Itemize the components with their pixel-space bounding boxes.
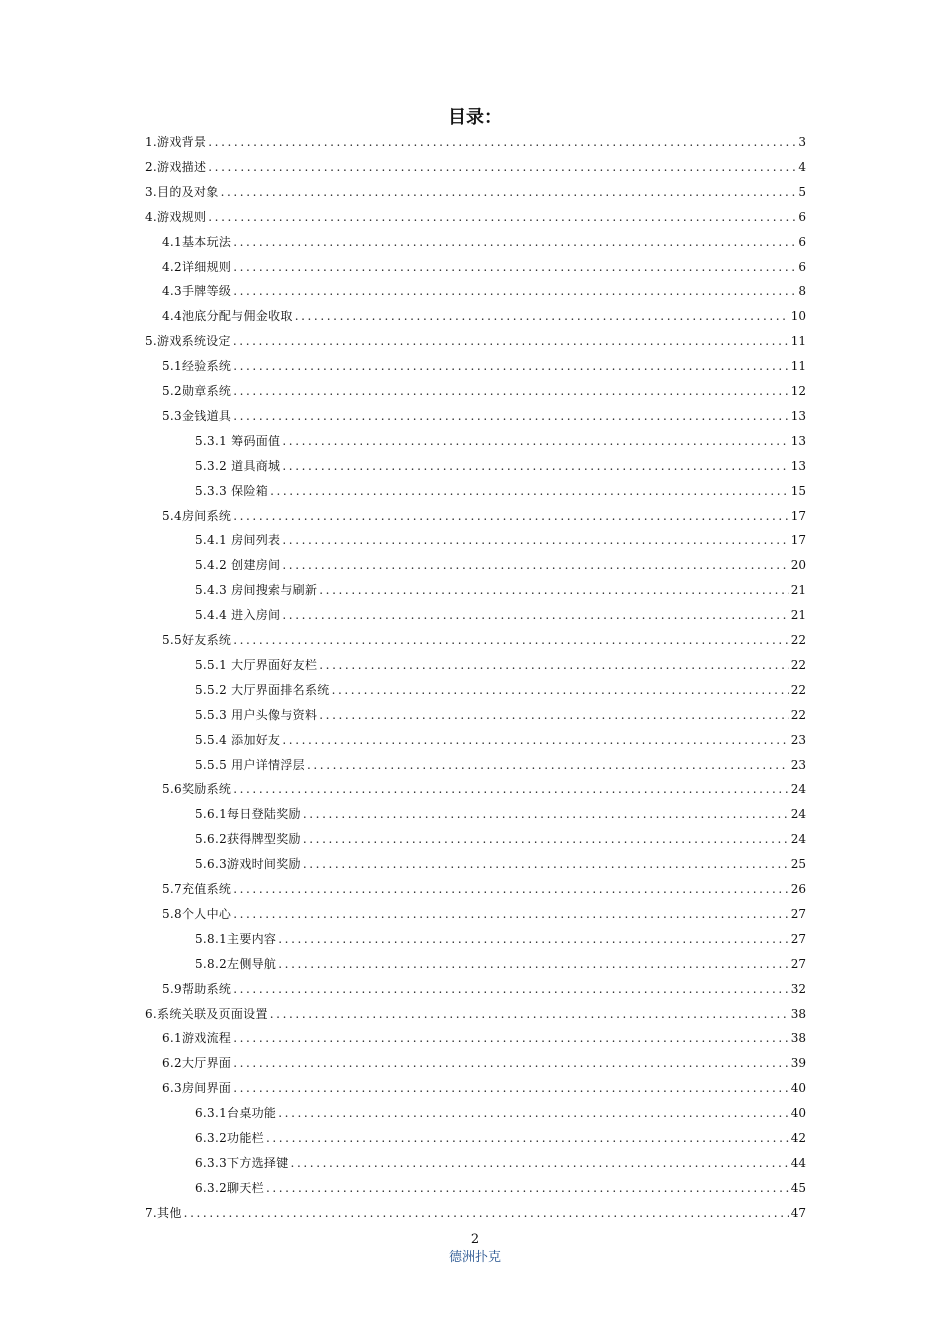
toc-entry-page: 11 (790, 334, 806, 348)
toc-entry-label: 4.3手牌等级 (162, 284, 232, 298)
toc-entry-label: 5.4.3 房间搜索与刷新 (195, 583, 318, 597)
toc-entry[interactable] (195, 1152, 806, 1174)
toc-entry-page: 27 (790, 932, 806, 946)
toc-entry-page: 27 (790, 907, 806, 921)
toc-entry-label: 6.3.2聊天栏 (195, 1181, 264, 1195)
toc-entry-page: 27 (790, 957, 806, 971)
toc-entry-page: 17 (790, 509, 806, 523)
toc-entry-label: 4.2详细规则 (162, 260, 232, 274)
toc-dot-leader (208, 156, 796, 178)
toc-dot-leader (233, 903, 789, 925)
toc-entry-label: 5.5.4 添加好友 (195, 733, 281, 747)
toc-entry-page: 47 (790, 1206, 806, 1220)
toc-entry-page: 15 (790, 484, 806, 498)
toc-entry-label: 5.6.3游戏时间奖励 (195, 857, 301, 871)
toc-dot-leader (233, 231, 796, 253)
toc-entry-label: 6.3.1台桌功能 (195, 1106, 277, 1120)
toc-entry-page: 42 (790, 1131, 806, 1145)
toc-dot-leader (295, 305, 789, 327)
toc-entry[interactable] (162, 1077, 806, 1099)
toc-entry[interactable] (162, 1052, 806, 1074)
toc-entry-page: 6 (798, 210, 806, 224)
toc-dot-leader (332, 679, 789, 701)
toc-entry-page: 24 (790, 832, 806, 846)
toc-dot-leader (282, 529, 788, 551)
toc-dot-leader (208, 206, 796, 228)
toc-entry[interactable] (145, 330, 806, 352)
toc-entry[interactable] (195, 480, 806, 502)
toc-entry-label: 5.4房间系统 (162, 509, 232, 523)
toc-entry-page: 11 (790, 359, 806, 373)
toc-dot-leader (319, 704, 788, 726)
toc-dot-leader (303, 828, 789, 850)
toc-entry[interactable] (195, 704, 806, 726)
toc-entry-page: 21 (790, 583, 806, 597)
toc-entry-label: 5.游戏系统设定 (145, 334, 231, 348)
toc-entry-label: 5.6.2获得牌型奖励 (195, 832, 301, 846)
toc-entry-label: 6.3房间界面 (162, 1081, 232, 1095)
toc-dot-leader (233, 330, 789, 352)
footer-page-number: 2 (470, 1232, 480, 1247)
toc-entry-label: 5.8.2左侧导航 (195, 957, 277, 971)
toc-dot-leader (233, 405, 789, 427)
toc-entry-page: 39 (790, 1056, 806, 1070)
toc-entry[interactable] (195, 1177, 806, 1199)
toc-entry[interactable] (162, 978, 806, 1000)
toc-entry-page: 23 (790, 733, 806, 747)
toc-entry[interactable] (162, 778, 806, 800)
toc-entry-page: 5 (798, 185, 806, 199)
toc-entry-page: 45 (790, 1181, 806, 1195)
toc-dot-leader (282, 430, 788, 452)
toc-entry[interactable] (195, 803, 806, 825)
toc-entry[interactable] (145, 156, 806, 178)
toc-entry-page: 21 (790, 608, 806, 622)
toc-entry[interactable] (195, 754, 806, 776)
toc-dot-leader (270, 1003, 789, 1025)
toc-entry[interactable] (162, 305, 806, 327)
toc-dot-leader (233, 280, 796, 302)
toc-entry-label: 2.游戏描述 (145, 160, 207, 174)
toc-dot-leader (266, 1177, 789, 1199)
toc-dot-leader (233, 1052, 789, 1074)
toc-entry-page: 22 (790, 658, 806, 672)
toc-entry-page: 22 (790, 708, 806, 722)
toc-entry-page: 17 (790, 533, 806, 547)
toc-dot-leader (233, 380, 789, 402)
toc-entry[interactable] (162, 903, 806, 925)
toc-entry-label: 5.4.2 创建房间 (195, 558, 281, 572)
toc-entry-page: 25 (790, 857, 806, 871)
footer-brand: 德洲扑克 (448, 1250, 501, 1265)
toc-entry-page: 22 (790, 633, 806, 647)
toc-entry-page: 20 (790, 558, 806, 572)
toc-entry-page: 12 (790, 384, 806, 398)
toc-entry[interactable] (162, 1027, 806, 1049)
toc-entry-label: 5.7充值系统 (162, 882, 232, 896)
toc-dot-leader (184, 1202, 789, 1224)
toc-dot-leader (233, 505, 789, 527)
toc-dot-leader (291, 1152, 789, 1174)
toc-entry-label: 6.2大厅界面 (162, 1056, 232, 1070)
toc-entry-label: 5.3金钱道具 (162, 409, 232, 423)
toc-entry-label: 5.8个人中心 (162, 907, 232, 921)
toc-entry[interactable] (195, 679, 806, 701)
toc-entry-page: 44 (790, 1156, 806, 1170)
toc-entry-label: 5.5.5 用户详情浮层 (195, 758, 305, 772)
toc-entry[interactable] (195, 604, 806, 626)
toc-entry[interactable] (195, 928, 806, 950)
toc-entry-page: 6 (798, 235, 806, 249)
toc-entry-page: 10 (790, 309, 806, 323)
toc-entry[interactable] (195, 729, 806, 751)
toc-dot-leader (266, 1127, 789, 1149)
toc-entry-label: 5.5.3 用户头像与资料 (195, 708, 318, 722)
toc-dot-leader (282, 554, 788, 576)
toc-entry[interactable] (195, 554, 806, 576)
toc-dot-leader (282, 729, 788, 751)
toc-entry[interactable] (145, 181, 806, 203)
toc-dot-leader (233, 978, 789, 1000)
toc-entry[interactable] (162, 355, 806, 377)
toc-dot-leader (270, 480, 789, 502)
toc-entry[interactable] (145, 1202, 806, 1224)
toc-entry-label: 5.3.3 保险箱 (195, 484, 269, 498)
toc-entry-page: 40 (790, 1081, 806, 1095)
toc-entry-label: 5.4.1 房间列表 (195, 533, 281, 547)
toc-entry[interactable] (195, 1127, 806, 1149)
toc-entry-page: 4 (798, 160, 806, 174)
toc-dot-leader (233, 878, 789, 900)
toc-dot-leader (282, 455, 788, 477)
toc-entry[interactable] (195, 579, 806, 601)
toc-entry[interactable] (195, 853, 806, 875)
toc-entry-label: 5.5.2 大厅界面排名系统 (195, 683, 330, 697)
toc-dot-leader (307, 754, 789, 776)
toc-entry[interactable] (162, 878, 806, 900)
toc-dot-leader (233, 1027, 789, 1049)
toc-entry-label: 5.3.2 道具商城 (195, 459, 281, 473)
toc-entry-page: 8 (798, 284, 806, 298)
toc-entry-page: 32 (790, 982, 806, 996)
toc-entry-page: 23 (790, 758, 806, 772)
toc-entry[interactable] (195, 529, 806, 551)
toc-entry-page: 24 (790, 782, 806, 796)
toc-entry-label: 5.3.1 筹码面值 (195, 434, 281, 448)
toc-entry[interactable] (145, 131, 806, 153)
toc-dot-leader (303, 803, 789, 825)
toc-dot-leader (233, 778, 789, 800)
toc-dot-leader (233, 1077, 789, 1099)
toc-entry-page: 38 (790, 1007, 806, 1021)
toc-entry-label: 5.9帮助系统 (162, 982, 232, 996)
toc-entry-label: 3.目的及对象 (145, 185, 219, 199)
toc-dot-leader (278, 1102, 788, 1124)
toc-entry-label: 5.6.1每日登陆奖励 (195, 807, 301, 821)
toc-entry[interactable] (162, 505, 806, 527)
toc-entry[interactable] (162, 280, 806, 302)
toc-entry-page: 13 (790, 459, 806, 473)
toc-entry-label: 5.5.1 大厅界面好友栏 (195, 658, 318, 672)
toc-entry-label: 4.游戏规则 (145, 210, 207, 224)
toc-entry[interactable] (162, 231, 806, 253)
toc-entry-page: 3 (798, 135, 806, 149)
toc-entry-label: 6.1游戏流程 (162, 1031, 232, 1045)
toc-entry[interactable] (162, 256, 806, 278)
toc-entry[interactable] (162, 629, 806, 651)
toc-entry-page: 24 (790, 807, 806, 821)
toc-dot-leader (221, 181, 797, 203)
toc-dot-leader (282, 604, 788, 626)
toc-entry[interactable] (145, 206, 806, 228)
toc-entry-label: 4.1基本玩法 (162, 235, 232, 249)
toc-entry-page: 40 (790, 1106, 806, 1120)
toc-dot-leader (233, 355, 789, 377)
toc-entry-label: 5.5好友系统 (162, 633, 232, 647)
toc-entry[interactable] (145, 1003, 806, 1025)
toc-entry-label: 6.3.2功能栏 (195, 1131, 264, 1145)
toc-entry[interactable] (195, 455, 806, 477)
toc-entry[interactable] (195, 953, 806, 975)
toc-entry-label: 5.8.1主要内容 (195, 932, 277, 946)
toc-entry[interactable] (195, 828, 806, 850)
toc-dot-leader (278, 953, 788, 975)
toc-entry-label: 5.1经验系统 (162, 359, 232, 373)
toc-entry-page: 26 (790, 882, 806, 896)
toc-entry-label: 6.系统关联及页面设置 (145, 1007, 268, 1021)
toc-entry-label: 6.3.3下方选择键 (195, 1156, 289, 1170)
toc-entry[interactable] (195, 1102, 806, 1124)
page-title: 目录： (448, 107, 502, 128)
toc-entry-label: 5.4.4 进入房间 (195, 608, 281, 622)
toc-dot-leader (303, 853, 789, 875)
toc-entry-label: 5.6奖励系统 (162, 782, 232, 796)
toc-entry-label: 4.4池底分配与佣金收取 (162, 309, 293, 323)
toc-entry[interactable] (195, 430, 806, 452)
toc-entry[interactable] (162, 380, 806, 402)
toc-entry[interactable] (162, 405, 806, 427)
toc-dot-leader (278, 928, 788, 950)
toc-dot-leader (233, 629, 789, 651)
toc-entry-page: 13 (790, 409, 806, 423)
toc-entry-page: 38 (790, 1031, 806, 1045)
toc-dot-leader (319, 579, 788, 601)
toc-entry-label: 5.2勋章系统 (162, 384, 232, 398)
toc-entry-label: 7.其他 (145, 1206, 182, 1220)
toc-entry-page: 6 (798, 260, 806, 274)
toc-dot-leader (208, 131, 796, 153)
toc-entry-page: 13 (790, 434, 806, 448)
toc-entry-page: 22 (790, 683, 806, 697)
toc-entry[interactable] (195, 654, 806, 676)
toc-dot-leader (233, 256, 796, 278)
toc-entry-label: 1.游戏背景 (145, 135, 207, 149)
toc-dot-leader (319, 654, 788, 676)
